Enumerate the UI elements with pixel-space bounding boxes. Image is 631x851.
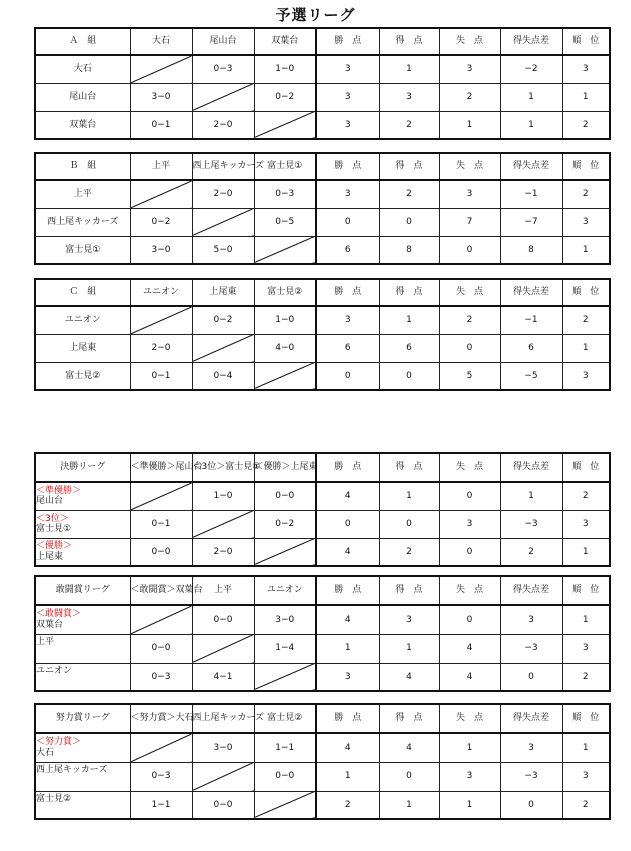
table-row (35, 538, 610, 566)
match-result: 0−3 (254, 180, 316, 208)
goals-for: 3 (379, 83, 439, 111)
team-cell (35, 482, 130, 510)
goals-against-header: 失 点 (439, 704, 500, 733)
page-title: 予選リーグ (275, 6, 356, 24)
goals-against-header: 失 点 (439, 453, 500, 482)
match-result: 0−2 (254, 510, 316, 538)
table-row (35, 510, 610, 538)
diagonal-cell (192, 334, 254, 362)
effort-league-table (34, 703, 611, 820)
goal-diff-header: 得失点差 (500, 576, 562, 605)
goal-diff: 0 (500, 663, 562, 691)
col-team-header: 双葉台 (254, 28, 316, 55)
points: 3 (316, 83, 379, 111)
rank-header: 順 位 (562, 279, 610, 306)
goals-for-header: 得 点 (379, 279, 439, 306)
rank: 3 (562, 762, 610, 791)
table-row (35, 634, 610, 663)
goals-against: 0 (439, 334, 500, 362)
goals-for: 0 (379, 762, 439, 791)
goals-against: 7 (439, 208, 500, 236)
col-team-header: ＜準優勝＞尾山台 (130, 453, 192, 482)
goals-against: 0 (439, 236, 500, 264)
match-result: 0−0 (254, 482, 316, 510)
rank: 2 (562, 663, 610, 691)
goal-diff: −3 (500, 634, 562, 663)
team-name: 富士見② (35, 362, 130, 390)
match-result: 1−1 (130, 791, 192, 819)
match-result: 0−3 (130, 762, 192, 791)
award-label: ＜努力賞＞ (36, 737, 82, 748)
team-name: 富士見① (35, 236, 130, 264)
match-result: 0−5 (254, 208, 316, 236)
goals-against: 4 (439, 634, 500, 663)
team-name: 上尾東 (35, 334, 130, 362)
rank: 3 (562, 634, 610, 663)
rank: 3 (562, 208, 610, 236)
table-row (35, 762, 610, 791)
diagonal-cell (130, 733, 192, 762)
match-result: 0−2 (192, 306, 254, 334)
goals-against: 3 (439, 55, 500, 83)
team-name: 上平 (36, 636, 55, 647)
goals-for: 2 (379, 538, 439, 566)
goals-for: 0 (379, 362, 439, 390)
goals-for: 2 (379, 180, 439, 208)
rank: 1 (562, 605, 610, 634)
col-team-header: ＜3位＞富士見① (192, 453, 254, 482)
diagonal-cell (192, 762, 254, 791)
goal-diff: −3 (500, 762, 562, 791)
goals-against: 3 (439, 180, 500, 208)
match-result: 3−0 (254, 605, 316, 634)
diagonal-cell (254, 663, 316, 691)
match-result: 0−4 (192, 362, 254, 390)
goals-against: 0 (439, 538, 500, 566)
goal-diff: 3 (500, 605, 562, 634)
col-team-header: 西上尾キッカーズ (192, 153, 254, 180)
goals-against: 1 (439, 733, 500, 762)
points: 1 (316, 634, 379, 663)
points-header: 勝 点 (316, 453, 379, 482)
diagonal-cell (254, 111, 316, 139)
goal-diff: 2 (500, 538, 562, 566)
award-label: ＜3位＞ (36, 513, 69, 524)
col-team-header: 富士見② (254, 704, 316, 733)
points: 0 (316, 510, 379, 538)
points: 4 (316, 733, 379, 762)
rank-header: 順 位 (562, 153, 610, 180)
diagonal-cell (192, 510, 254, 538)
goals-against: 3 (439, 762, 500, 791)
match-result: 4−0 (254, 334, 316, 362)
points: 0 (316, 362, 379, 390)
goals-against: 4 (439, 663, 500, 691)
diagonal-cell (254, 236, 316, 264)
league-label: 努力賞リーグ (35, 704, 130, 733)
col-team-header: ＜努力賞＞大石 (130, 704, 192, 733)
team-name: ユニオン (35, 306, 130, 334)
team-name: 尾山台 (35, 83, 130, 111)
team-cell (35, 634, 130, 663)
col-team-header: 大石 (130, 28, 192, 55)
team-name: 双葉台 (35, 111, 130, 139)
goals-for-header: 得 点 (379, 704, 439, 733)
team-cell (35, 663, 130, 691)
col-team-header: 富士見② (254, 279, 316, 306)
points: 2 (316, 791, 379, 819)
match-result: 3−0 (130, 83, 192, 111)
goal-diff-header: 得失点差 (500, 28, 562, 55)
diagonal-cell (130, 55, 192, 83)
team-name: 上尾東 (36, 551, 64, 562)
goals-for: 1 (379, 791, 439, 819)
table-row (35, 83, 610, 111)
goal-diff-header: 得失点差 (500, 453, 562, 482)
goal-diff: −3 (500, 510, 562, 538)
table-row (35, 605, 610, 634)
points: 0 (316, 208, 379, 236)
goal-diff: −2 (500, 55, 562, 83)
goals-for: 6 (379, 334, 439, 362)
team-cell (35, 762, 130, 791)
table-row (35, 733, 610, 762)
diagonal-cell (192, 634, 254, 663)
goal-diff: −5 (500, 362, 562, 390)
rank-header: 順 位 (562, 704, 610, 733)
league-label: 決勝リーグ (35, 453, 130, 482)
goals-for: 4 (379, 663, 439, 691)
team-name: 西上尾キッカーズ (36, 764, 108, 775)
rank-header: 順 位 (562, 28, 610, 55)
col-team-header: 上平 (130, 153, 192, 180)
group-label: Ｂ 組 (35, 153, 130, 180)
match-result: 2−0 (192, 180, 254, 208)
goals-for: 0 (379, 208, 439, 236)
points: 3 (316, 180, 379, 208)
points: 4 (316, 605, 379, 634)
points-header: 勝 点 (316, 153, 379, 180)
rank-header: 順 位 (562, 576, 610, 605)
points-header: 勝 点 (316, 28, 379, 55)
table-row (35, 663, 610, 691)
team-cell (35, 733, 130, 762)
team-name: 大石 (36, 747, 55, 758)
diagonal-cell (192, 208, 254, 236)
match-result: 0−2 (130, 208, 192, 236)
table-row (35, 482, 610, 510)
match-result: 0−1 (130, 111, 192, 139)
diagonal-cell (254, 791, 316, 819)
points: 6 (316, 334, 379, 362)
goals-against: 0 (439, 605, 500, 634)
goals-against-header: 失 点 (439, 279, 500, 306)
points-header: 勝 点 (316, 279, 379, 306)
team-name: 富士見① (36, 524, 72, 534)
goals-against: 1 (439, 111, 500, 139)
goal-diff: 3 (500, 733, 562, 762)
team-cell (35, 791, 130, 819)
goals-for-header: 得 点 (379, 28, 439, 55)
goals-against: 2 (439, 306, 500, 334)
table-row (35, 111, 610, 139)
group-a-table (34, 27, 611, 140)
points: 4 (316, 482, 379, 510)
team-cell (35, 510, 130, 538)
match-result: 0−0 (130, 538, 192, 566)
rank-header: 順 位 (562, 453, 610, 482)
table-row (35, 180, 610, 208)
match-result: 1−0 (254, 306, 316, 334)
diagonal-cell (254, 362, 316, 390)
team-cell (35, 605, 130, 634)
team-name: ユニオン (36, 665, 73, 676)
match-result: 0−0 (254, 762, 316, 791)
team-name: 尾山台 (36, 496, 64, 507)
col-team-header: 富士見① (254, 153, 316, 180)
rank: 2 (562, 111, 610, 139)
table-row (35, 791, 610, 819)
goal-diff-header: 得失点差 (500, 279, 562, 306)
diagonal-cell (130, 482, 192, 510)
rank: 1 (562, 83, 610, 111)
rank: 1 (562, 538, 610, 566)
table-row (35, 55, 610, 83)
match-result: 0−1 (130, 362, 192, 390)
col-team-header: 上平 (192, 576, 254, 605)
col-team-header: ＜優勝＞上尾東 (254, 453, 316, 482)
rank: 1 (562, 733, 610, 762)
team-name: 大石 (35, 55, 130, 83)
match-result: 2−0 (192, 538, 254, 566)
match-result: 0−0 (130, 634, 192, 663)
match-result: 0−3 (192, 55, 254, 83)
final-league-table (34, 452, 611, 567)
col-team-header: 上尾東 (192, 279, 254, 306)
match-result: 1−0 (254, 55, 316, 83)
table-row (35, 208, 610, 236)
goals-for: 1 (379, 634, 439, 663)
team-cell (35, 538, 130, 566)
points: 6 (316, 236, 379, 264)
goals-for-header: 得 点 (379, 153, 439, 180)
match-result: 1−4 (254, 634, 316, 663)
fighting-spirit-league-table (34, 575, 611, 692)
group-b-table (34, 152, 611, 265)
match-result: 0−0 (192, 605, 254, 634)
match-result: 1−1 (254, 733, 316, 762)
rank: 2 (562, 306, 610, 334)
match-result: 0−0 (192, 791, 254, 819)
league-label: 敢闘賞リーグ (35, 576, 130, 605)
goal-diff: 6 (500, 334, 562, 362)
table-row (35, 236, 610, 264)
goal-diff: −7 (500, 208, 562, 236)
diagonal-cell (130, 306, 192, 334)
match-result: 3−0 (130, 236, 192, 264)
match-result: 0−2 (254, 83, 316, 111)
diagonal-cell (192, 83, 254, 111)
points: 3 (316, 55, 379, 83)
goals-for: 2 (379, 111, 439, 139)
match-result: 0−3 (130, 663, 192, 691)
goals-for: 0 (379, 510, 439, 538)
rank: 2 (562, 180, 610, 208)
goals-for-header: 得 点 (379, 453, 439, 482)
col-team-header: ユニオン (254, 576, 316, 605)
points: 3 (316, 111, 379, 139)
match-result: 3−0 (192, 733, 254, 762)
goals-against: 0 (439, 482, 500, 510)
match-result: 2−0 (130, 334, 192, 362)
award-label: ＜敢闘賞＞ (36, 609, 82, 620)
goals-against: 3 (439, 510, 500, 538)
goals-against-header: 失 点 (439, 28, 500, 55)
rank: 3 (562, 55, 610, 83)
table-row (35, 362, 610, 390)
points: 3 (316, 306, 379, 334)
goals-against: 2 (439, 83, 500, 111)
points-header: 勝 点 (316, 576, 379, 605)
group-label: Ｃ 組 (35, 279, 130, 306)
points-header: 勝 点 (316, 704, 379, 733)
goal-diff: −1 (500, 306, 562, 334)
team-name: 上平 (35, 180, 130, 208)
rank: 3 (562, 362, 610, 390)
goal-diff-header: 得失点差 (500, 704, 562, 733)
group-label: Ａ 組 (35, 28, 130, 55)
goals-against-header: 失 点 (439, 576, 500, 605)
points: 1 (316, 762, 379, 791)
col-team-header: 尾山台 (192, 28, 254, 55)
points: 3 (316, 663, 379, 691)
points: 4 (316, 538, 379, 566)
match-result: 2−0 (192, 111, 254, 139)
match-result: 5−0 (192, 236, 254, 264)
match-result: 4−1 (192, 663, 254, 691)
match-result: 0−1 (130, 510, 192, 538)
diagonal-cell (130, 180, 192, 208)
team-name: 富士見② (36, 793, 72, 804)
goal-diff: 1 (500, 482, 562, 510)
team-name: 西上尾キッカーズ (35, 208, 130, 236)
goals-against-header: 失 点 (439, 153, 500, 180)
award-label: ＜準優勝＞ (36, 485, 82, 496)
award-label: ＜優勝＞ (36, 541, 73, 552)
goals-for-header: 得 点 (379, 576, 439, 605)
table-row (35, 334, 610, 362)
goals-for: 4 (379, 733, 439, 762)
goal-diff: −1 (500, 180, 562, 208)
rank: 3 (562, 510, 610, 538)
group-c-table (34, 278, 611, 391)
goals-for: 1 (379, 55, 439, 83)
diagonal-cell (254, 538, 316, 566)
goals-for: 1 (379, 482, 439, 510)
goals-against: 1 (439, 791, 500, 819)
col-team-header: ＜敢闘賞＞双葉台 (130, 576, 192, 605)
goal-diff: 0 (500, 791, 562, 819)
goal-diff: 8 (500, 236, 562, 264)
goals-for: 3 (379, 605, 439, 634)
diagonal-cell (130, 605, 192, 634)
goal-diff-header: 得失点差 (500, 153, 562, 180)
rank: 1 (562, 236, 610, 264)
col-team-header: 西上尾キッカーズ (192, 704, 254, 733)
goals-for: 8 (379, 236, 439, 264)
rank: 2 (562, 791, 610, 819)
goals-against: 5 (439, 362, 500, 390)
col-team-header: ユニオン (130, 279, 192, 306)
rank: 2 (562, 482, 610, 510)
goal-diff: 1 (500, 111, 562, 139)
match-result: 1−0 (192, 482, 254, 510)
table-row (35, 306, 610, 334)
rank: 1 (562, 334, 610, 362)
goal-diff: 1 (500, 83, 562, 111)
goals-for: 1 (379, 306, 439, 334)
team-name: 双葉台 (36, 619, 64, 630)
